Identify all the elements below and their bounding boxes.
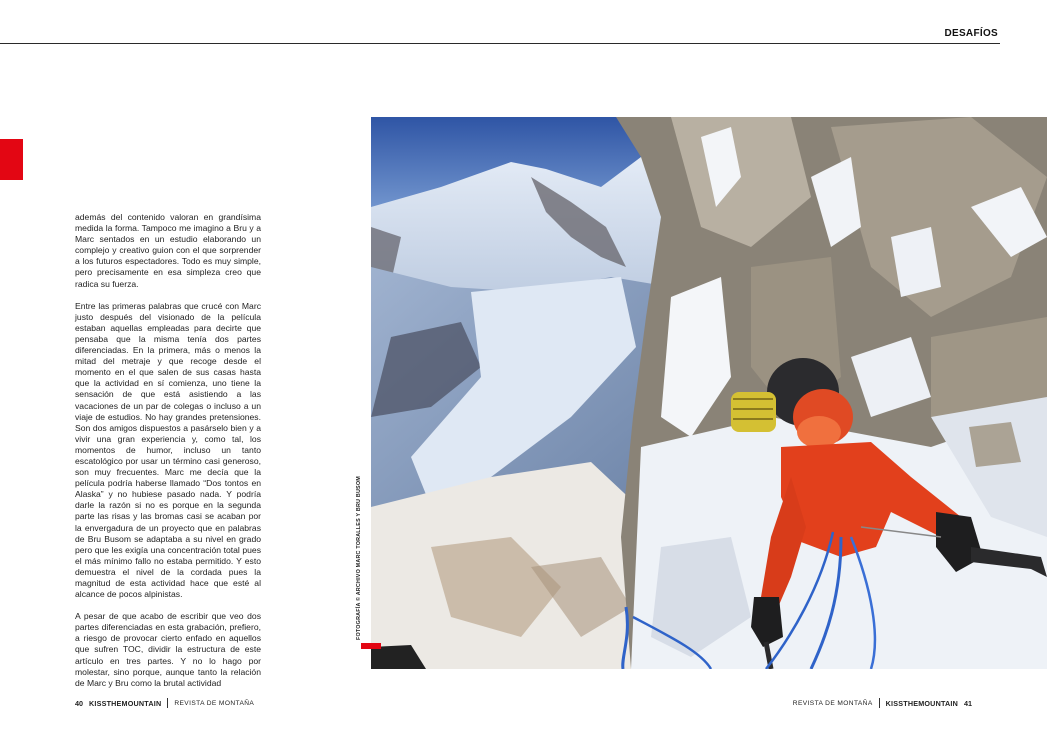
paragraph: además del contenido valoran en grandísima medida la forma. Tampoco me imagino a Bru y a Marc sentados en un estudio elaborando un complejo y creativo guion con el que sorprender a los futuros espectadores. Todo es muy simple, pero precisamente en esa simpleza creo que radica su fuerza. — [75, 212, 261, 289]
paragraph: A pesar de que acabo de escribir que veo dos partes diferenciadas en esta grabación, prefiero, a riesgo de provocar cierto enfado en aquellos que sufren TOC, dividir la estructura de este artículo en tres partes. Y no lo hago por molestar, sino porque, aunque tanto la relación de Marc y Bru como la brutal actividad — [75, 611, 261, 688]
header-rule — [0, 43, 1000, 44]
footer-right — [793, 698, 972, 708]
climbing-photo — [371, 117, 1047, 669]
footer-left — [75, 698, 254, 708]
footer-divider — [167, 698, 168, 708]
paragraph: Entre las primeras palabras que crucé con Marc justo después del visionado de la película estaban aquellas empleadas para decirte que pensaba que la misma tenía dos partes diferenciadas. En la primera, más o menos la mitad del metraje y que recoge desde el momento en el que salen de sus casas hasta que la actividad en sí comienza, uno tiene la sensación de que está asistiendo a las vacaciones de un par de colegas o incluso a un viaje de estudios. No hay grandes pretensiones. Son dos amigos dispuestos a pasárselo bien y a vivir una gran experiencia y, como tal, los momentos de humor, incluso un tanto escatológico por usar un término casi generoso, son muy frecuentes. Marc me decía que la película podría haberse llamado “Dos tontos en Alaska” y no hubiese pasado nada. Y podría darle la razón si no es porque en la segunda parte las risas y las bromas casi se acaban por la envergadura de un proyecto que en palabras de Bru Busom se adaptaba a su nivel en grado pero que les exigía una concentración total pues el más mínimo fallo no estaba permitido. Y esto demuestra el nivel de la cordada pues la magnitud de esta actividad hace que esté al alcance de pocos alpinistas. — [75, 300, 261, 600]
brand-name: KISSTHEMOUNTAIN — [89, 698, 162, 708]
footer-divider — [879, 698, 880, 708]
page-number: 41 — [964, 698, 972, 708]
article-body — [75, 212, 261, 700]
page-number: 40 — [75, 698, 83, 708]
magazine-name: REVISTA DE MONTAÑA — [792, 699, 873, 707]
photo-credit: FOTOGRAFÍA © ARCHIVO MARC TORALLES Y BRU BUSOM — [356, 476, 362, 640]
magazine-name: REVISTA DE MONTAÑA — [174, 699, 255, 707]
climbing-photo-illustration — [371, 117, 1047, 669]
section-color-tab — [0, 139, 23, 180]
brand-name: KISSTHEMOUNTAIN — [885, 698, 958, 708]
section-title: DESAFÍOS — [944, 28, 998, 39]
credit-accent-bar — [361, 643, 381, 649]
